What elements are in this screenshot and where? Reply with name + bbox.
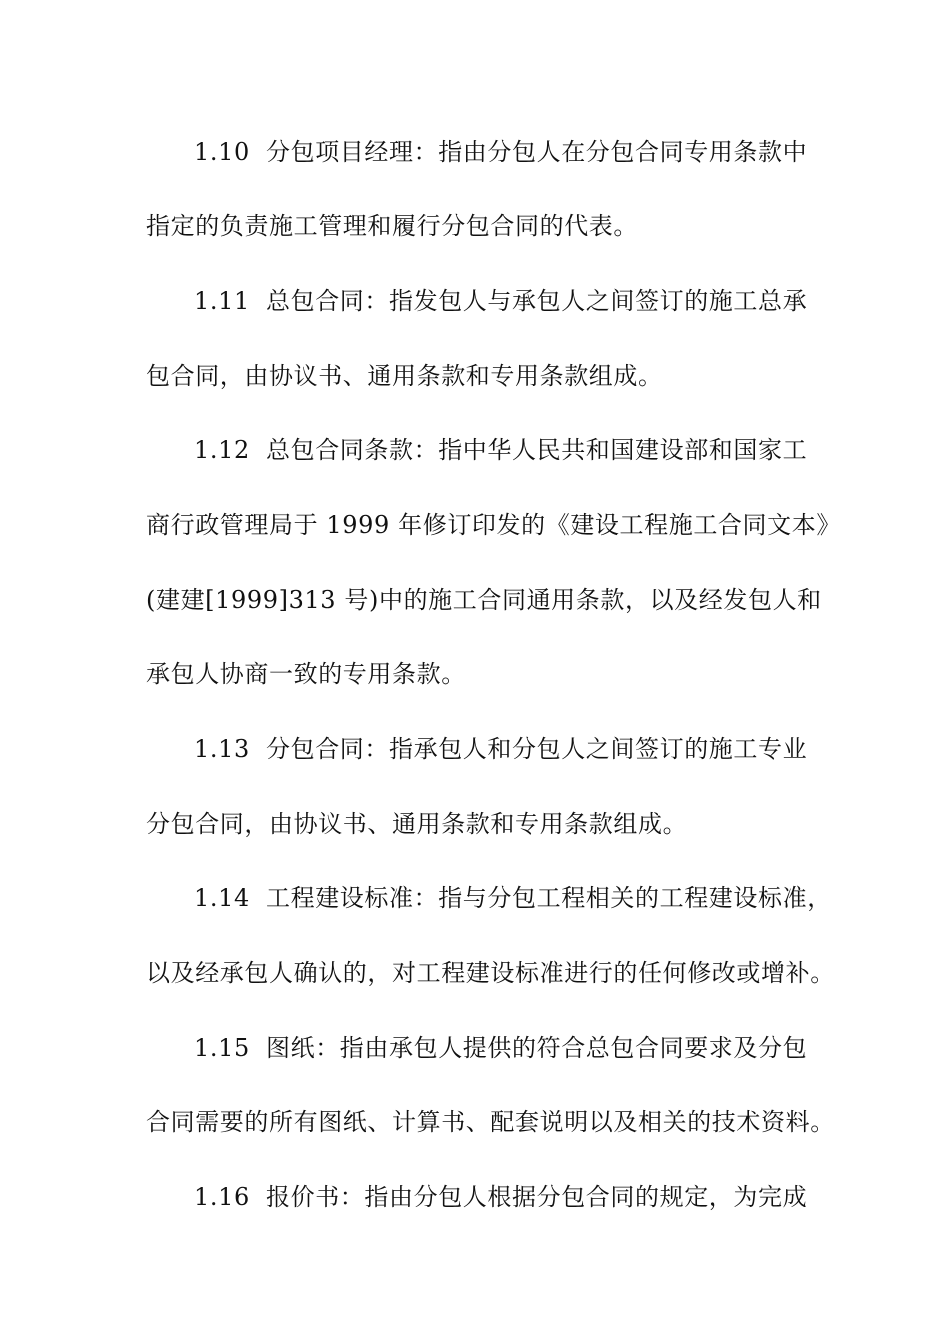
section-text: 分包项目经理：指由分包人在分包合同专用条款中	[266, 138, 808, 166]
section-1-12-heading	[194, 435, 807, 465]
paragraph-line: 承包人协商一致的专用条款。	[146, 660, 466, 688]
paragraph-line: 分包合同，由协议书、通用条款和专用条款组成。	[146, 810, 688, 838]
section-1-11-heading	[194, 286, 807, 316]
paragraph-line: (建建[1999]313 号)中的施工合同通用条款，以及经发包人和	[146, 586, 822, 614]
paragraph-line: 包合同，由协议书、通用条款和专用条款组成。	[146, 362, 663, 390]
section-number: 1.11	[194, 287, 250, 315]
section-number: 1.16	[194, 1183, 250, 1211]
section-1-13-heading	[194, 734, 807, 764]
section-text: 工程建设标准：指与分包工程相关的工程建设标准，	[266, 884, 832, 912]
section-number: 1.10	[194, 138, 250, 166]
paragraph-line: 指定的负责施工管理和履行分包合同的代表。	[146, 212, 638, 240]
section-1-14-heading	[194, 883, 832, 913]
section-1-15-heading	[194, 1033, 807, 1063]
section-number: 1.15	[194, 1034, 250, 1062]
section-text: 图纸：指由承包人提供的符合总包合同要求及分包	[266, 1034, 808, 1062]
section-1-16-heading	[194, 1182, 807, 1212]
section-text: 报价书：指由分包人根据分包合同的规定，为完成	[266, 1183, 808, 1211]
section-1-10-heading	[194, 137, 807, 167]
section-text: 总包合同条款：指中华人民共和国建设部和国家工	[266, 436, 808, 464]
paragraph-line: 商行政管理局于 1999 年修订印发的《建设工程施工合同文本》	[146, 511, 841, 539]
section-text: 总包合同：指发包人与承包人之间签订的施工总承	[266, 287, 808, 315]
section-number: 1.14	[194, 884, 250, 912]
paragraph-line: 以及经承包人确认的，对工程建设标准进行的任何修改或增补。	[146, 959, 835, 987]
section-number: 1.13	[194, 735, 250, 763]
paragraph-line: 合同需要的所有图纸、计算书、配套说明以及相关的技术资料。	[146, 1108, 835, 1136]
section-number: 1.12	[194, 436, 250, 464]
section-text: 分包合同：指承包人和分包人之间签订的施工专业	[266, 735, 808, 763]
